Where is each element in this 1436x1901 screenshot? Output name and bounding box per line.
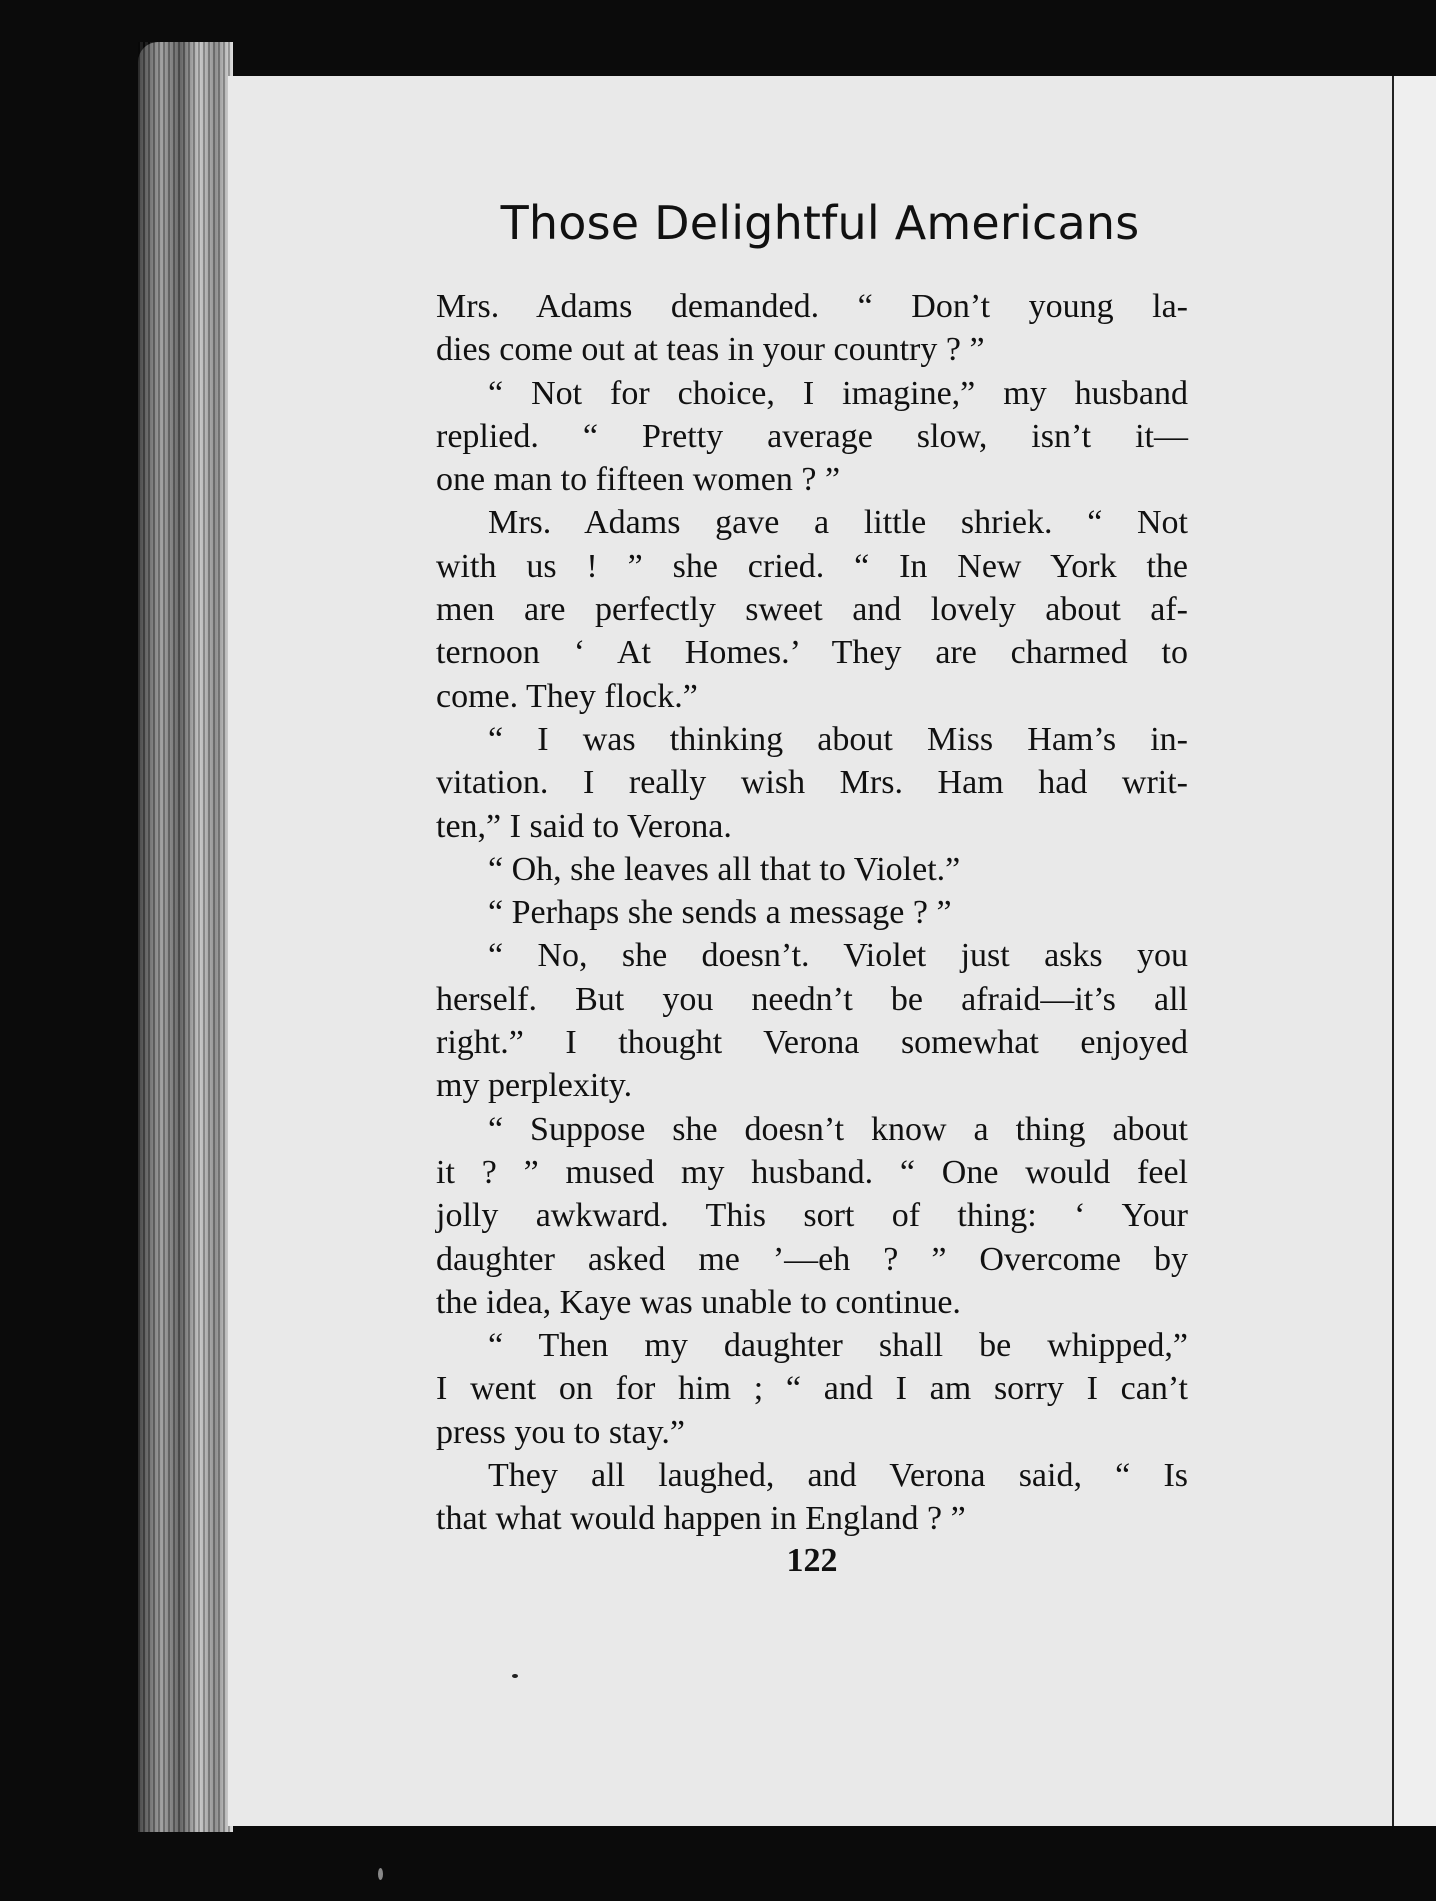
text-line: with us ! ” she cried. “ In New York the [436,547,1188,585]
text-line: I went on for him ; “ and I am sorry I can’t [436,1370,1188,1408]
text-line: right.” I thought Verona somewhat enjoyed [436,1024,1188,1062]
page-edges [138,42,233,1832]
text-line: “ Oh, she leaves all that to Violet.” [488,850,961,888]
text-line: that what would happen in England ? ” [436,1500,966,1538]
text-line: They all laughed, and Verona said, “ Is [488,1457,1188,1495]
text-line: daughter asked me ’—eh ? ” Overcome by [436,1240,1188,1278]
text-line: vitation. I really wish Mrs. Ham had writ- [436,764,1188,802]
text-line: herself. But you needn’t be afraid—it’s all [436,980,1188,1018]
text-line: Mrs. Adams demanded. “ Don’t young la- [436,288,1188,325]
text-line: ternoon ‘ At Homes.’ They are charmed to [436,634,1188,672]
text-line: jolly awkward. This sort of thing: ‘ Your [436,1197,1188,1235]
text-line: my perplexity. [436,1067,633,1105]
text-line: it ? ” mused my husband. “ One would feel [436,1153,1188,1191]
text-line: “ Then my daughter shall be whipped,” [488,1327,1188,1365]
facing-page-edge [1392,76,1436,1826]
running-head: Those Delightful Americans [500,196,1140,250]
body-text [436,285,1188,1541]
dust-speck [378,1868,383,1880]
text-line: Mrs. Adams gave a little shriek. “ Not [488,504,1188,542]
text-line: “ Suppose she doesn’t know a thing about [488,1110,1188,1148]
text-line: “ Perhaps she sends a message ? ” [488,894,952,932]
text-line: “ Not for choice, I imagine,” my husband [488,374,1188,412]
text-line: press you to stay.” [436,1413,685,1451]
text-line: replied. “ Pretty average slow, isn’t it— [436,417,1188,455]
text-line: dies come out at teas in your country ? ” [436,331,985,369]
text-line: one man to fifteen women ? ” [436,461,841,499]
text-line: ten,” I said to Verona. [436,807,732,845]
text-line: the idea, Kaye was unable to continue. [436,1283,961,1321]
text-line: “ No, she doesn’t. Violet just asks you [488,937,1188,975]
text-line: men are perfectly sweet and lovely about af- [436,591,1188,629]
dust-speck [512,1674,518,1678]
text-line: come. They flock.” [436,677,698,715]
text-line: “ I was thinking about Miss Ham’s in- [488,720,1188,758]
page-number: 122 [786,1542,838,1579]
